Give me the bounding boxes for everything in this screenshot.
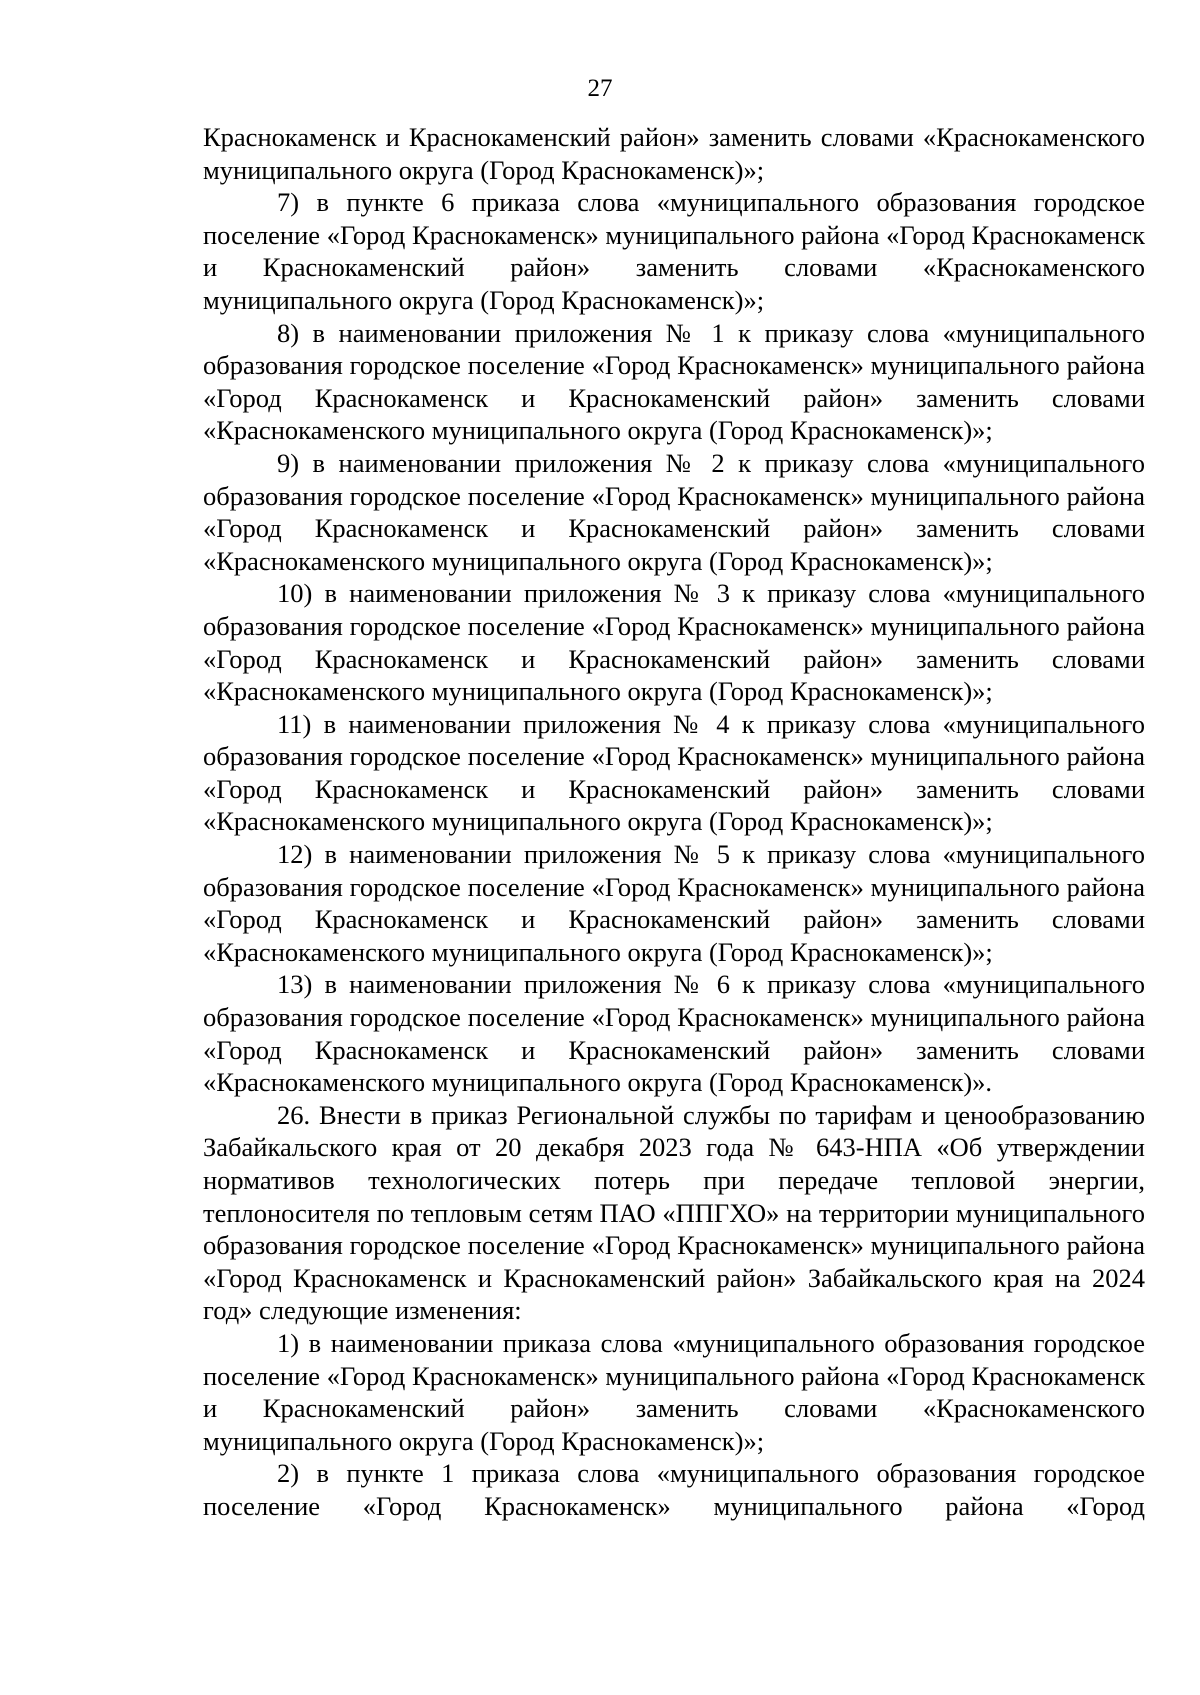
paragraph-item-13: 13) в наименовании приложения № 6 к приказу слова «муниципального образования городское поселение «Город Краснокаменск» муниципального района «Город Краснокаменск и Краснокаменский район» заменить словами «Краснокаменского муниципального округа (Город Краснокаменск)».: [203, 969, 1145, 1098]
paragraph-item-12: 12) в наименовании приложения № 5 к приказу слова «муниципального образования городское поселение «Город Краснокаменск» муниципального района «Город Краснокаменск и Краснокаменский район» заменить словами «Краснокаменского муниципального округа (Город Краснокаменск)»;: [203, 839, 1145, 967]
paragraph-item-7: 7) в пункте 6 приказа слова «муниципального образования городское поселение «Город Краснокаменск» муниципального района «Город Краснокаменск и Краснокаменский район» заменить словами «Краснокаменского муниципального округа (Город Краснокаменск)»;: [203, 187, 1145, 315]
paragraph-continuation: Краснокаменск и Краснокаменский район» заменить словами «Краснокаменского муниципального округа (Город Краснокаменск)»;: [203, 122, 1145, 185]
page-number: 27: [587, 75, 613, 102]
paragraph-item-11: 11) в наименовании приложения № 4 к приказу слова «муниципального образования городское поселение «Город Краснокаменск» муниципального района «Город Краснокаменск и Краснокаменский район» заменить словами «Краснокаменского муниципального округа (Город Краснокаменск)»;: [203, 708, 1145, 837]
paragraph-section-26: 26. Внести в приказ Региональной службы по тарифам и ценообразованию Забайкальского края от 20 декабря 2023 года № 643-НПА «Об утверждении нормативов технологических потерь при передаче тепловой энергии, теплоносителя по тепловым сетям ПАО «ППГХО» на территории муниципального образования городское поселение «Город Краснокаменск» муниципального района «Город Краснокаменск и Краснокаменский район» Забайкальского края на 2024 год» следующие изменения:: [203, 1099, 1145, 1326]
paragraph-item-9: 9) в наименовании приложения № 2 к приказу слова «муниципального образования городское поселение «Город Краснокаменск» муниципального района «Город Краснокаменск и Краснокаменский район» заменить словами «Краснокаменского муниципального округа (Город Краснокаменск)»;: [203, 447, 1145, 576]
paragraph-26-item-2: 2) в пункте 1 приказа слова «муниципального образования городское поселение «Город Краснокаменск» муниципального района «Город: [203, 1458, 1145, 1521]
paragraph-item-8: 8) в наименовании приложения № 1 к приказу слова «муниципального образования городское поселение «Город Краснокаменск» муниципального района «Город Краснокаменск и Краснокаменский район» заменить словами «Краснокаменского муниципального округа (Город Краснокаменск)»;: [203, 317, 1145, 446]
document-body: [203, 121, 1145, 1523]
paragraph-26-item-1: 1) в наименовании приказа слова «муниципального образования городское поселение «Город Краснокаменск» муниципального района «Город Краснокаменск и Краснокаменский район» заменить словами «Краснокаменского муниципального округа (Город Краснокаменск)»;: [203, 1327, 1145, 1456]
paragraph-item-10: 10) в наименовании приложения № 3 к приказу слова «муниципального образования городское поселение «Город Краснокаменск» муниципального района «Город Краснокаменск и Краснокаменский район» заменить словами «Краснокаменского муниципального округа (Город Краснокаменск)»;: [203, 578, 1145, 707]
